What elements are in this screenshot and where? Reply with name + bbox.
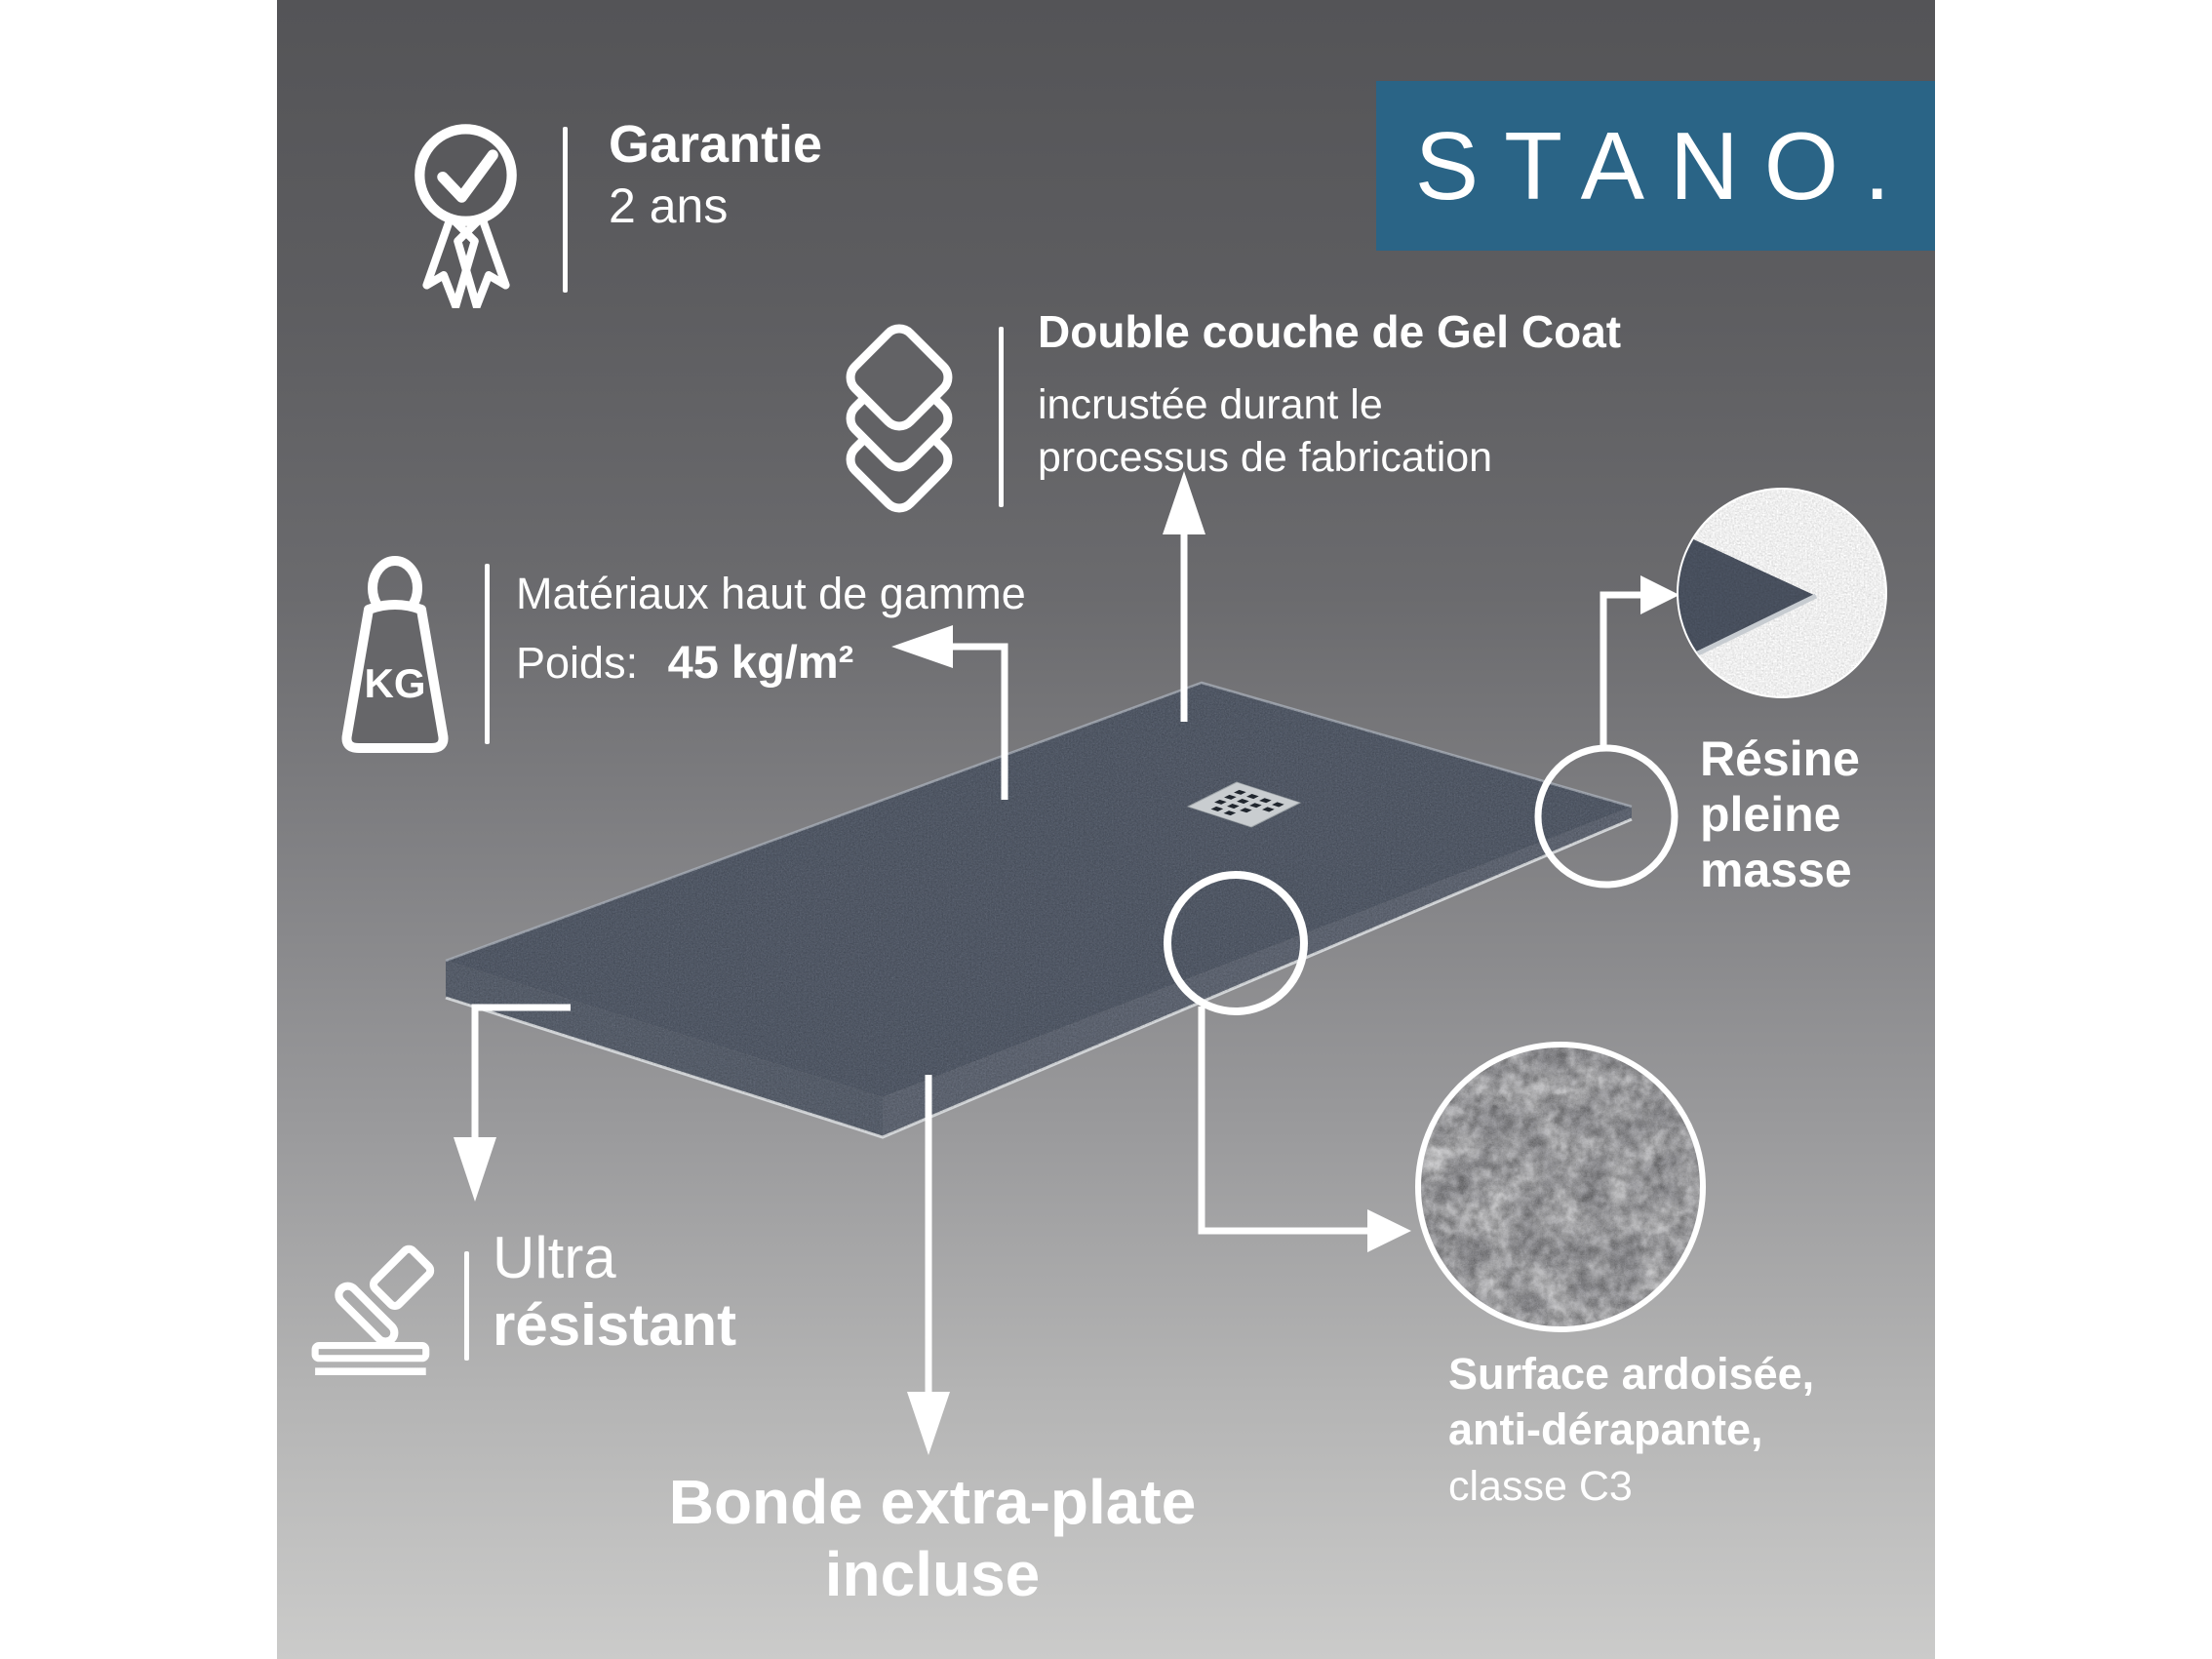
weight-kg-icon	[330, 552, 461, 759]
kg-label: KG	[364, 660, 426, 706]
materials-line2	[516, 632, 853, 693]
gelcoat-divider	[999, 327, 1004, 507]
weight-label: Poids:	[516, 638, 639, 688]
ultra-line1: Ultra	[493, 1225, 616, 1290]
warranty-title: Garantie	[609, 115, 823, 174]
surface-line1: Surface ardoisée,	[1448, 1349, 1815, 1399]
weight-value: 45 kg/m²	[667, 636, 854, 688]
surface-line3: classe C3	[1448, 1463, 1633, 1510]
surface-line2: anti-dérapante,	[1448, 1404, 1763, 1454]
resine-line1: Résine	[1700, 731, 1860, 786]
bonde-arrow	[907, 1075, 950, 1455]
gelcoat-line2: incrustée durant le	[1038, 381, 1383, 428]
warranty-subtitle: 2 ans	[609, 178, 729, 233]
resine-line3: masse	[1700, 843, 1852, 897]
ultra-line2: résistant	[493, 1292, 737, 1358]
infographic-canvas	[277, 0, 1935, 1659]
warranty-divider	[563, 127, 568, 293]
materials-divider	[485, 564, 490, 744]
medal-check-icon	[398, 113, 534, 308]
brand-logo: STANO.	[1414, 111, 1916, 219]
gelcoat-line3: processus de fabrication	[1038, 434, 1493, 481]
layers-icon	[825, 314, 973, 527]
resine-line2: pleine	[1700, 787, 1841, 842]
shower-tray	[446, 683, 1632, 1141]
ultra-divider	[464, 1251, 469, 1361]
gelcoat-title: Double couche de Gel Coat	[1038, 306, 1622, 357]
hammer-icon	[306, 1237, 447, 1375]
ultra-arrow	[454, 1007, 571, 1202]
brand-logo-box	[1376, 81, 1935, 251]
bonde-text: Bonde extra-plate incluse	[668, 1467, 1197, 1609]
materials-line1: Matériaux haut de gamme	[516, 569, 1026, 618]
